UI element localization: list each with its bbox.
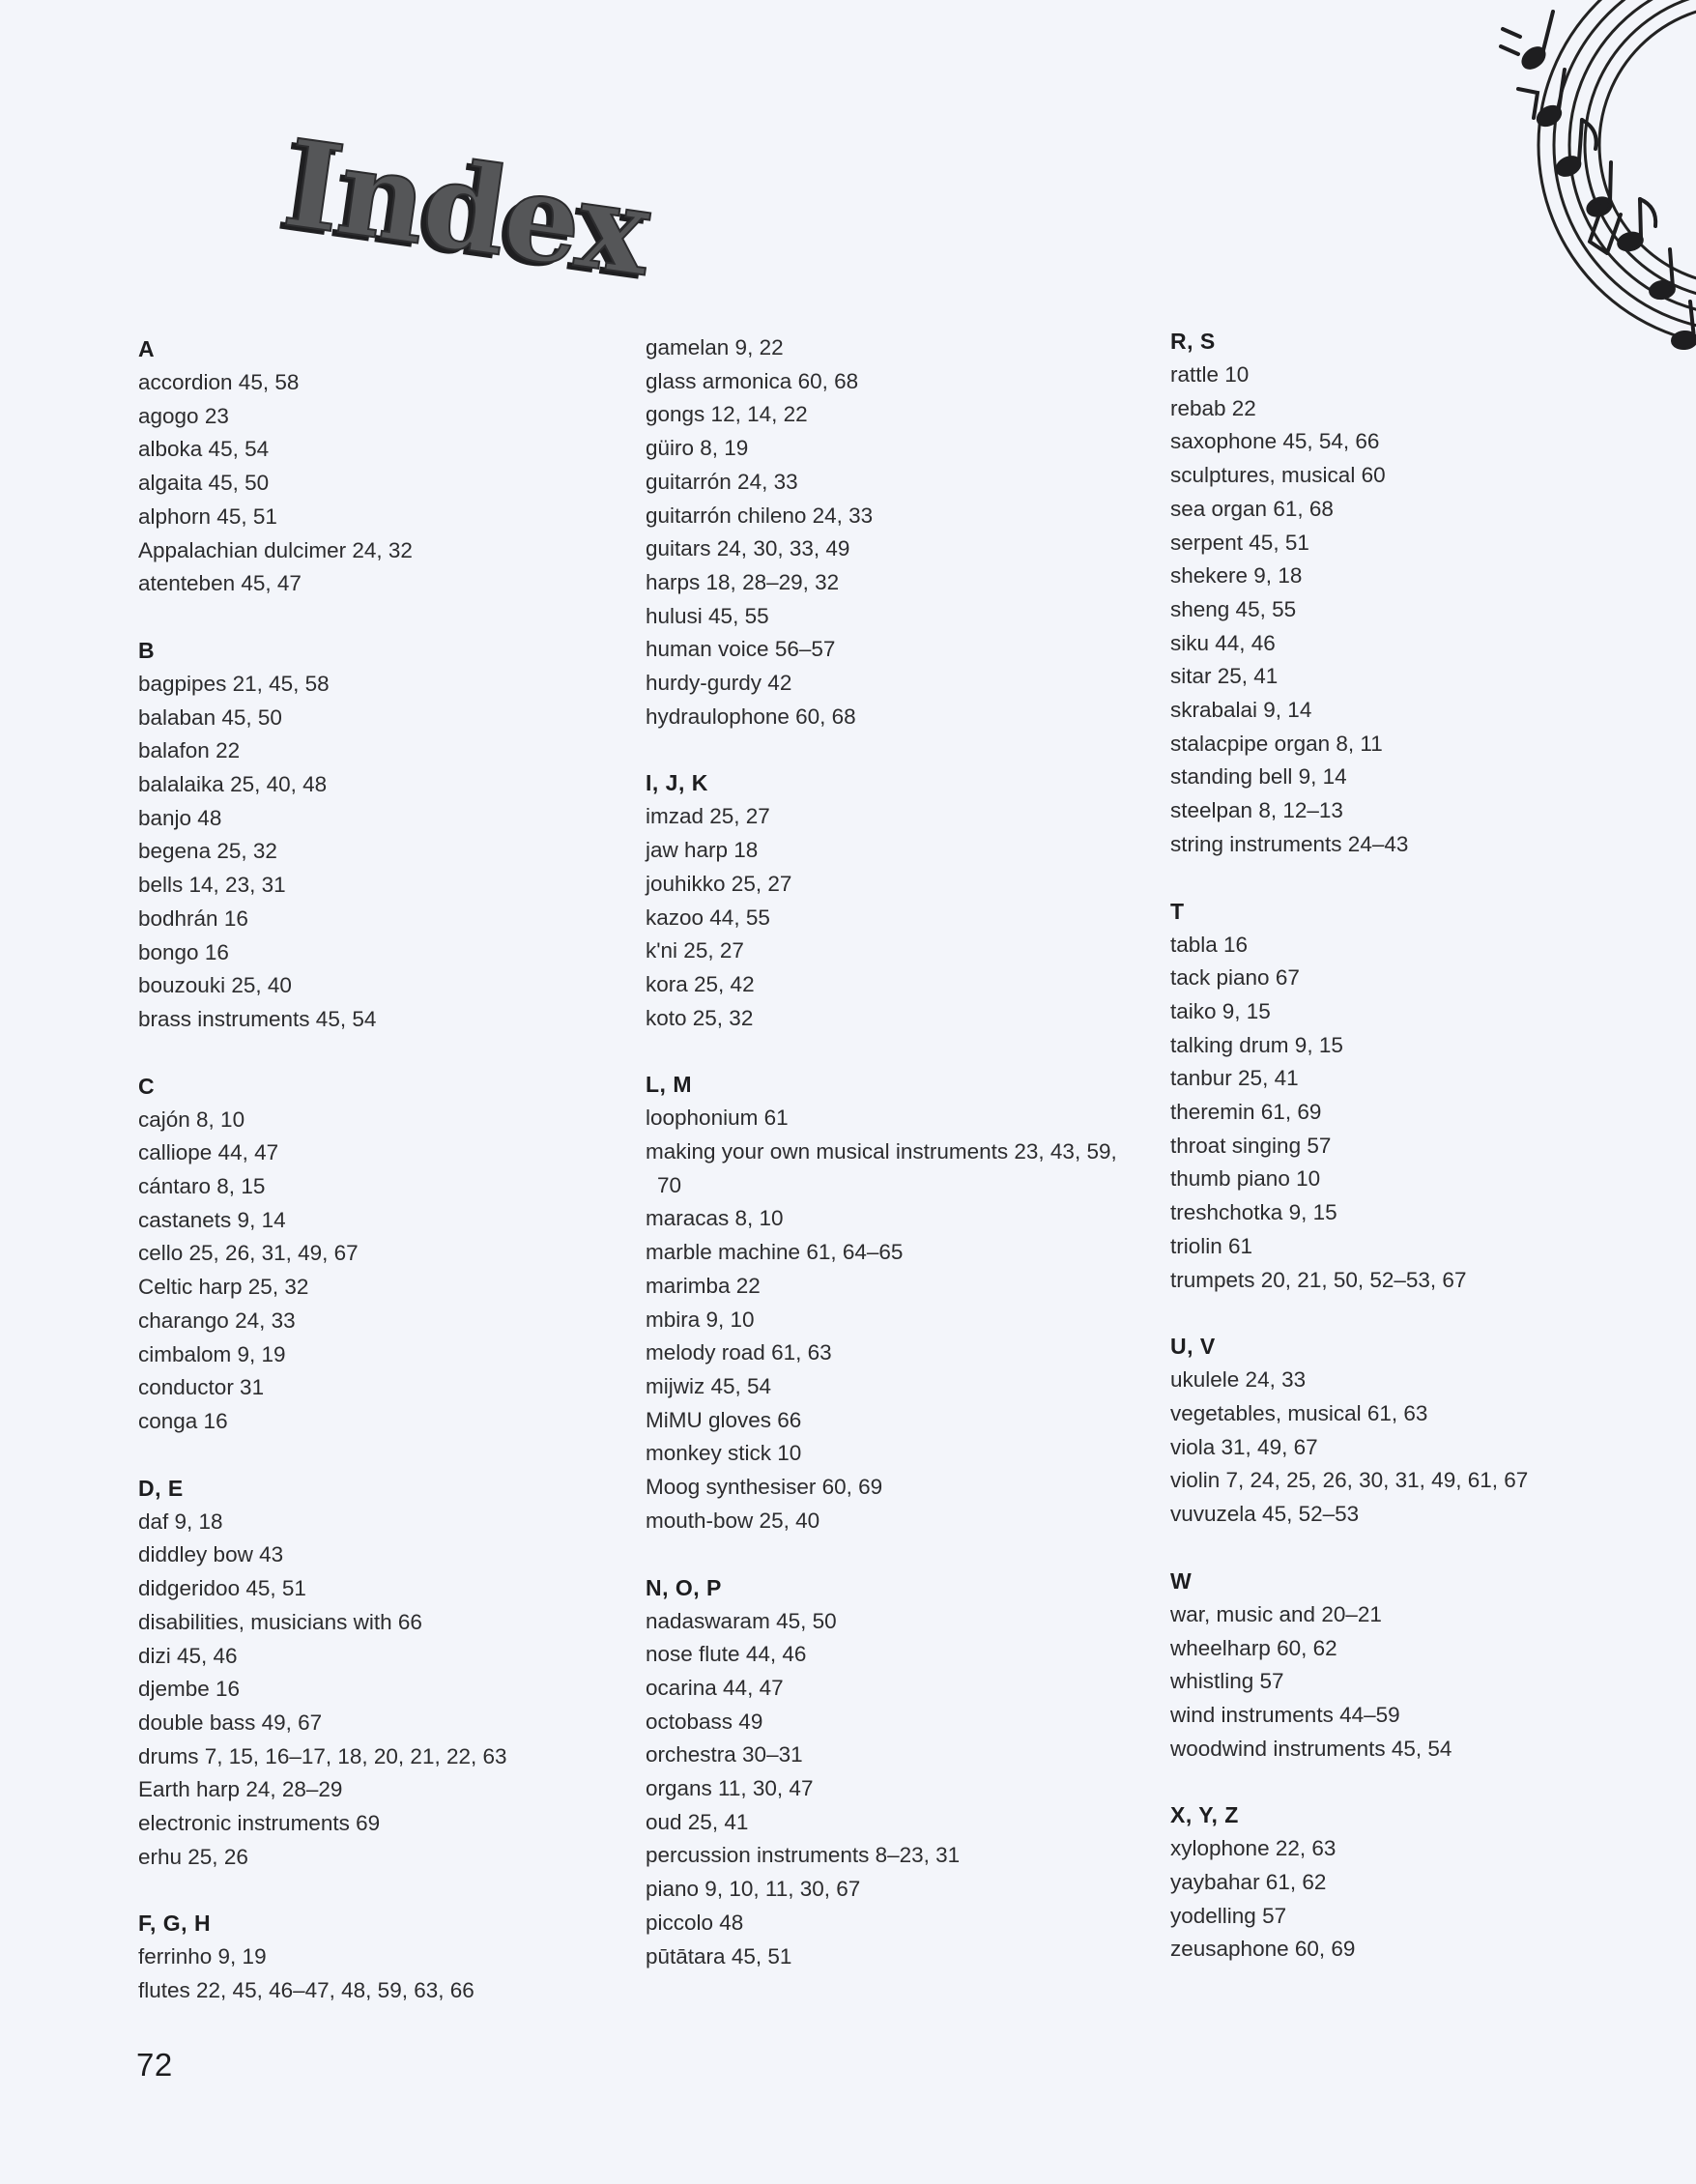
section-heading: W xyxy=(1170,1567,1193,1594)
section-heading: N, O, P xyxy=(646,1574,722,1600)
index-section xyxy=(138,1070,641,1439)
index-section xyxy=(646,331,1148,733)
index-column-1 xyxy=(138,332,641,2041)
index-entry: nadaswaram 45, 50 xyxy=(646,1608,837,1633)
index-entry: human voice 56–57 xyxy=(646,637,836,662)
index-entry: string instruments 24–43 xyxy=(1170,831,1409,856)
section-heading: B xyxy=(138,637,156,663)
index-entry: yodelling 57 xyxy=(1170,1903,1287,1928)
index-entry: zeusaphone 60, 69 xyxy=(1170,1937,1356,1962)
index-entry: tabla 16 xyxy=(1170,932,1249,957)
index-entry: gongs 12, 14, 22 xyxy=(646,402,808,427)
index-entry: k'ni 25, 27 xyxy=(646,938,744,963)
index-entry: tack piano 67 xyxy=(1170,965,1300,991)
index-entry: sheng 45, 55 xyxy=(1170,596,1297,621)
index-entry: throat singing 57 xyxy=(1170,1133,1332,1158)
index-entry: MiMU gloves 66 xyxy=(646,1407,802,1432)
index-section xyxy=(138,1907,641,2007)
index-entry: Earth harp 24, 28–29 xyxy=(138,1777,343,1802)
index-entry: mouth-bow 25, 40 xyxy=(646,1508,820,1533)
index-entry: drums 7, 15, 16–17, 18, 20, 21, 22, 63 xyxy=(138,1743,507,1768)
index-entry: organs 11, 30, 47 xyxy=(646,1776,814,1801)
index-entry: koto 25, 32 xyxy=(646,1005,754,1030)
index-entry: monkey stick 10 xyxy=(646,1441,802,1466)
index-entry: mijwiz 45, 54 xyxy=(646,1373,772,1398)
section-heading: I, J, K xyxy=(646,770,708,796)
index-entry: agogo 23 xyxy=(138,403,229,428)
index-entry: guitars 24, 30, 33, 49 xyxy=(646,536,850,561)
index-entry: maracas 8, 10 xyxy=(646,1206,784,1231)
section-heading: C xyxy=(138,1073,156,1099)
index-entry: double bass 49, 67 xyxy=(138,1710,323,1735)
index-entry: serpent 45, 51 xyxy=(1170,530,1309,555)
index-entry: diddley bow 43 xyxy=(138,1542,284,1567)
index-entry: cello 25, 26, 31, 49, 67 xyxy=(138,1241,359,1266)
section-heading: R, S xyxy=(1170,329,1216,354)
index-entry: treshchotka 9, 15 xyxy=(1170,1200,1337,1225)
index-entry: kazoo 44, 55 xyxy=(646,905,770,930)
index-entry: bongo 16 xyxy=(138,939,229,964)
index-entry: war, music and 20–21 xyxy=(1170,1601,1382,1626)
index-entry: violin 7, 24, 25, 26, 30, 31, 49, 61, 67 xyxy=(1170,1468,1529,1493)
index-entry: bells 14, 23, 31 xyxy=(138,873,286,898)
index-entry: algaita 45, 50 xyxy=(138,471,270,496)
index-entry: cántaro 8, 15 xyxy=(138,1174,266,1199)
index-entry: Celtic harp 25, 32 xyxy=(138,1275,309,1300)
index-entry: cimbalom 9, 19 xyxy=(138,1341,286,1366)
index-section xyxy=(646,766,1148,1035)
index-entry: ocarina 44, 47 xyxy=(646,1675,784,1700)
index-entry: balalaika 25, 40, 48 xyxy=(138,772,328,797)
page-number: 72 xyxy=(136,2047,173,2083)
index-entry: taiko 9, 15 xyxy=(1170,998,1271,1023)
index-section xyxy=(646,1571,1148,1974)
index-entry: conga 16 xyxy=(138,1408,228,1433)
index-entry: whistling 57 xyxy=(1170,1669,1284,1694)
index-entry: jaw harp 18 xyxy=(646,838,759,863)
index-entry: marimba 22 xyxy=(646,1273,761,1298)
section-heading: X, Y, Z xyxy=(1170,1802,1239,1828)
index-entry: stalacpipe organ 8, 11 xyxy=(1170,731,1383,756)
index-entry: kora 25, 42 xyxy=(646,971,755,996)
index-entry: octobass 49 xyxy=(646,1709,763,1734)
section-heading: A xyxy=(138,336,156,361)
index-entry: trumpets 20, 21, 50, 52–53, 67 xyxy=(1170,1267,1467,1292)
index-entry: jouhikko 25, 27 xyxy=(646,871,792,896)
index-entry: vuvuzela 45, 52–53 xyxy=(1170,1502,1360,1527)
index-entry: bodhrán 16 xyxy=(138,905,248,931)
index-entry: sculptures, musical 60 xyxy=(1170,463,1386,488)
index-entry: charango 24, 33 xyxy=(138,1308,296,1333)
index-entry: triolin 61 xyxy=(1170,1233,1253,1258)
index-entry: djembe 16 xyxy=(138,1677,241,1702)
page-title: Index xyxy=(275,113,658,303)
index-entry: Moog synthesiser 60, 69 xyxy=(646,1475,883,1500)
index-entry: conductor 31 xyxy=(138,1375,265,1400)
index-entry: Appalachian dulcimer 24, 32 xyxy=(138,537,413,562)
index-entry: guitarrón chileno 24, 33 xyxy=(646,503,874,528)
index-entry: bagpipes 21, 45, 58 xyxy=(138,671,330,696)
index-entry: wind instruments 44–59 xyxy=(1170,1702,1400,1727)
index-entry: oud 25, 41 xyxy=(646,1809,749,1834)
index-entry: viola 31, 49, 67 xyxy=(1170,1434,1318,1459)
index-entry: wheelharp 60, 62 xyxy=(1170,1635,1337,1660)
index-entry: balaban 45, 50 xyxy=(138,704,282,730)
index-entry: loophonium 61 xyxy=(646,1106,789,1131)
index-entry: xylophone 22, 63 xyxy=(1170,1836,1337,1861)
index-entry: daf 9, 18 xyxy=(138,1509,223,1534)
index-entry: woodwind instruments 45, 54 xyxy=(1170,1736,1452,1761)
index-entry: piano 9, 10, 11, 30, 67 xyxy=(646,1877,861,1902)
index-entry: nose flute 44, 46 xyxy=(646,1642,807,1667)
index-entry: percussion instruments 8–23, 31 xyxy=(646,1843,961,1868)
index-entry: electronic instruments 69 xyxy=(138,1811,381,1836)
section-heading: F, G, H xyxy=(138,1911,212,1937)
index-entry: yaybahar 61, 62 xyxy=(1170,1870,1327,1895)
index-entry: orchestra 30–31 xyxy=(646,1742,803,1767)
index-entry: bouzouki 25, 40 xyxy=(138,973,292,998)
index-entry: ukulele 24, 33 xyxy=(1170,1367,1307,1393)
index-section xyxy=(138,1472,641,1875)
index-entry: piccolo 48 xyxy=(646,1910,744,1935)
index-entry: marble machine 61, 64–65 xyxy=(646,1240,904,1265)
index-entry: calliope 44, 47 xyxy=(138,1140,279,1165)
index-column-3 xyxy=(1170,325,1673,1999)
index-entry: guitarrón 24, 33 xyxy=(646,469,798,494)
index-entry: brass instruments 45, 54 xyxy=(138,1006,377,1031)
index-entry: imzad 25, 27 xyxy=(646,804,770,829)
index-entry: steelpan 8, 12–13 xyxy=(1170,798,1343,823)
index-entry: talking drum 9, 15 xyxy=(1170,1032,1343,1057)
index-entry: saxophone 45, 54, 66 xyxy=(1170,429,1380,454)
index-entry: atenteben 45, 47 xyxy=(138,571,302,596)
index-entry: glass armonica 60, 68 xyxy=(646,368,859,393)
index-entry: ferrinho 9, 19 xyxy=(138,1944,267,1969)
index-section xyxy=(646,1068,1148,1537)
index-entry: tanbur 25, 41 xyxy=(1170,1066,1299,1091)
index-entry: harps 18, 28–29, 32 xyxy=(646,569,840,594)
index-entry: theremin 61, 69 xyxy=(1170,1100,1322,1125)
index-entry: vegetables, musical 61, 63 xyxy=(1170,1400,1428,1425)
index-entry: hydraulophone 60, 68 xyxy=(646,704,856,729)
section-heading: T xyxy=(1170,898,1185,924)
index-entry: banjo 48 xyxy=(138,805,222,830)
index-entry: making your own musical instruments 23, 43, 59, 70 xyxy=(646,1139,1117,1197)
index-entry: alboka 45, 54 xyxy=(138,437,270,462)
index-section xyxy=(1170,1330,1673,1532)
index-entry: mbira 9, 10 xyxy=(646,1307,755,1332)
index-entry: thumb piano 10 xyxy=(1170,1166,1321,1192)
index-entry: dizi 45, 46 xyxy=(138,1643,238,1668)
index-entry: erhu 25, 26 xyxy=(138,1844,248,1869)
index-entry: didgeridoo 45, 51 xyxy=(138,1576,306,1601)
index-entry: accordion 45, 58 xyxy=(138,370,300,394)
index-entry: begena 25, 32 xyxy=(138,839,277,864)
index-entry: rattle 10 xyxy=(1170,362,1250,387)
index-entry: alphorn 45, 51 xyxy=(138,503,277,529)
index-column-2 xyxy=(646,331,1148,2006)
index-entry: sitar 25, 41 xyxy=(1170,664,1279,689)
index-section xyxy=(1170,1798,1673,1967)
index-entry: güiro 8, 19 xyxy=(646,436,749,461)
index-entry: melody road 61, 63 xyxy=(646,1340,832,1365)
index-entry: hurdy-gurdy 42 xyxy=(646,671,792,696)
index-entry: hulusi 45, 55 xyxy=(646,603,769,628)
index-entry: skrabalai 9, 14 xyxy=(1170,698,1312,723)
index-section xyxy=(138,332,641,601)
section-heading: U, V xyxy=(1170,1334,1216,1360)
index-entry: balafon 22 xyxy=(138,738,241,763)
index-entry: flutes 22, 45, 46–47, 48, 59, 63, 66 xyxy=(138,1978,474,2003)
index-entry: pūtātara 45, 51 xyxy=(646,1943,792,1968)
index-entry: castanets 9, 14 xyxy=(138,1207,286,1232)
index-entry: standing bell 9, 14 xyxy=(1170,764,1347,790)
index-section xyxy=(138,634,641,1037)
index-entry: shekere 9, 18 xyxy=(1170,563,1303,589)
index-entry: gamelan 9, 22 xyxy=(646,335,784,359)
index-section xyxy=(1170,895,1673,1298)
section-heading: D, E xyxy=(138,1475,184,1501)
section-heading: L, M xyxy=(646,1072,692,1098)
index-section xyxy=(1170,325,1673,862)
index-entry: sea organ 61, 68 xyxy=(1170,496,1334,521)
index-section xyxy=(1170,1565,1673,1767)
index-entry: cajón 8, 10 xyxy=(138,1106,245,1132)
index-entry: siku 44, 46 xyxy=(1170,630,1276,655)
index-entry: disabilities, musicians with 66 xyxy=(138,1609,422,1634)
index-entry: rebab 22 xyxy=(1170,395,1256,420)
